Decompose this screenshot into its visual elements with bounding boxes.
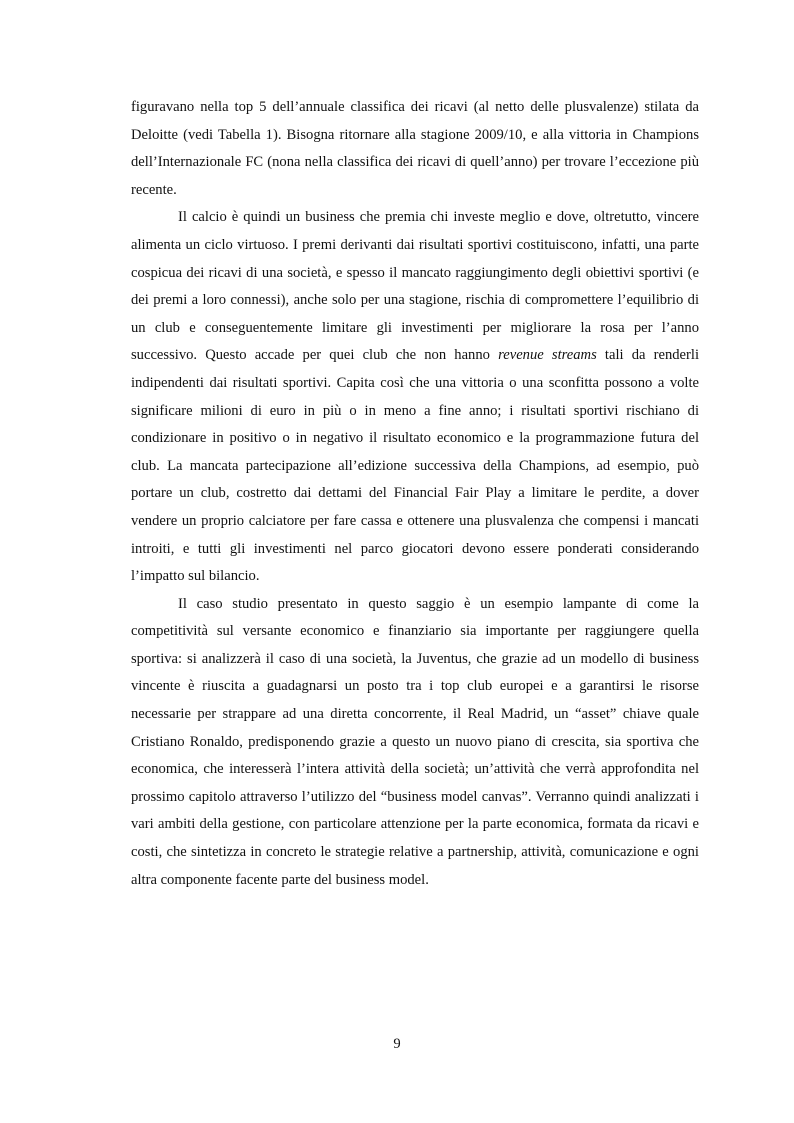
paragraph-2-italic-term: revenue streams bbox=[498, 347, 597, 364]
paragraph-1 bbox=[131, 94, 699, 204]
paragraph-2-text-a: Il calcio è quindi un business che premia chi investe meglio e dove, oltretutto, vincere alimenta un ciclo virtuoso. I premi derivanti dai risultati sportivi costituiscono, infatti, una parte cospicua dei ricavi di una società, e spesso il mancato raggiungimento degli obiettivi sportivi (e dei premi a loro connessi), anche solo per una stagione, rischia di compromettere l’equilibrio di un club e conseguentemente limitare gli investimenti per migliorare la rosa per l’anno successivo. Questo accade per quei club che non hanno bbox=[131, 209, 699, 364]
paragraph-1-text: figuravano nella top 5 dell’annuale classifica dei ricavi (al netto delle plusvalenze) stilata da Deloitte (vedi Tabella 1). Bisogna ritornare alla stagione 2009/10, e alla vittoria in Champions dell’Internazionale FC (nona nella classifica dei ricavi di quell’anno) per trovare l’eccezione più recente. bbox=[131, 99, 699, 198]
paragraph-3 bbox=[131, 591, 699, 895]
paragraph-2-text-b: tali da renderli indipendenti dai risultati sportivi. Capita così che una vittoria o una sconfitta possono a volte significare milioni di euro in più o in meno a fine anno; i risultati sportivi rischiano di condizionare in positivo o in negativo il risultato economico e la programmazione futura del club. La mancata partecipazione all’edizione successiva della Champions, ad esempio, può portare un club, costretto dai dettami del Financial Fair Play a limitare le perdite, a dover vendere un proprio calciatore per fare cassa e ottenere una plusvalenza che compensi i mancati introiti, e tutti gli investimenti nel parco giocatori devono essere ponderati considerando l’impatto sul bilancio. bbox=[131, 347, 699, 585]
page-number: 9 bbox=[393, 1036, 401, 1052]
paragraph-2 bbox=[131, 204, 699, 590]
paragraph-3-text: Il caso studio presentato in questo saggio è un esempio lampante di come la competitività sul versante economico e finanziario sia importante per raggiungere quella sportiva: si analizzerà il caso di una società, la Juventus, che grazie ad un modello di business vincente è riuscita a guadagnarsi un posto tra i top club europei e a garantirsi le risorse necessarie per strappare ad una diretta concorrente, il Real Madrid, un “asset” chiave quale Cristiano Ronaldo, predisponendo grazie a questo un nuovo piano di crescita, sia sportiva che economica, che interesserà l’intera attività della società; un’attività che verrà approfondita nel prossimo capitolo attraverso l’utilizzo del “business model canvas”. Verranno quindi analizzati i vari ambiti della gestione, con particolare attenzione per la parte economica, formata da ricavi e costi, che sintetizza in concreto le strategie relative a partnership, attività, comunicazione e ogni altra componente facente parte del business model. bbox=[131, 595, 699, 888]
document-body bbox=[131, 94, 699, 894]
